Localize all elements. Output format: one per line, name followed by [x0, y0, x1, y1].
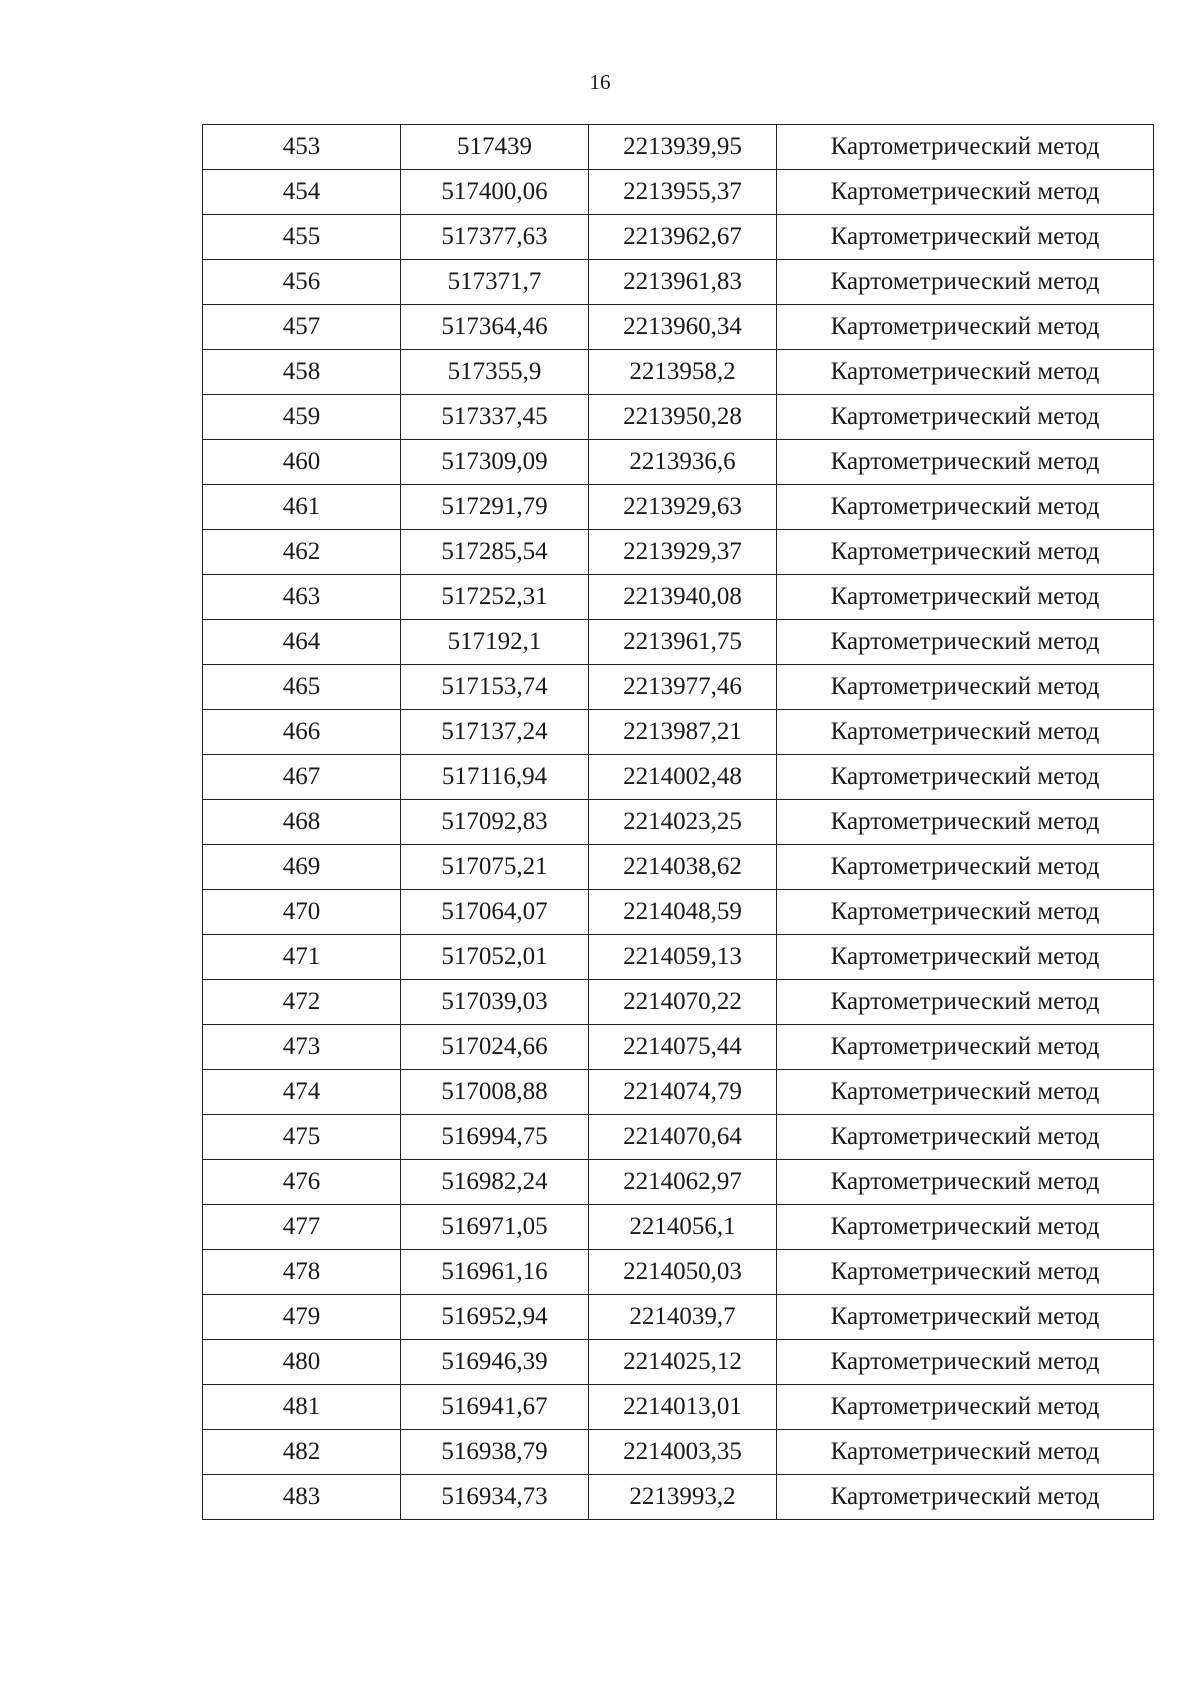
point-number-cell: 468 [203, 800, 401, 845]
x-coordinate-cell: 516941,67 [401, 1385, 589, 1430]
method-cell: Картометрический метод [777, 170, 1154, 215]
method-cell: Картометрический метод [777, 1250, 1154, 1295]
method-cell: Картометрический метод [777, 665, 1154, 710]
x-coordinate-cell: 517252,31 [401, 575, 589, 620]
point-number-cell: 471 [203, 935, 401, 980]
x-coordinate-cell: 517355,9 [401, 350, 589, 395]
table-row [203, 1205, 1154, 1250]
point-number-cell: 480 [203, 1340, 401, 1385]
point-number-cell: 482 [203, 1430, 401, 1475]
x-coordinate-cell: 517137,24 [401, 710, 589, 755]
y-coordinate-cell: 2214075,44 [589, 1025, 777, 1070]
method-cell: Картометрический метод [777, 215, 1154, 260]
point-number-cell: 464 [203, 620, 401, 665]
y-coordinate-cell: 2214062,97 [589, 1160, 777, 1205]
y-coordinate-cell: 2214013,01 [589, 1385, 777, 1430]
point-number-cell: 479 [203, 1295, 401, 1340]
method-cell: Картометрический метод [777, 710, 1154, 755]
y-coordinate-cell: 2214059,13 [589, 935, 777, 980]
coordinates-table [202, 124, 1154, 1520]
point-number-cell: 476 [203, 1160, 401, 1205]
table-row [203, 1430, 1154, 1475]
point-number-cell: 462 [203, 530, 401, 575]
x-coordinate-cell: 517153,74 [401, 665, 589, 710]
y-coordinate-cell: 2213993,2 [589, 1475, 777, 1520]
x-coordinate-cell: 517364,46 [401, 305, 589, 350]
table-row [203, 800, 1154, 845]
y-coordinate-cell: 2213950,28 [589, 395, 777, 440]
method-cell: Картометрический метод [777, 1295, 1154, 1340]
table-row [203, 1250, 1154, 1295]
table-row [203, 1070, 1154, 1115]
y-coordinate-cell: 2213961,75 [589, 620, 777, 665]
table-row [203, 215, 1154, 260]
table-row [203, 1160, 1154, 1205]
table-row [203, 575, 1154, 620]
x-coordinate-cell: 517309,09 [401, 440, 589, 485]
y-coordinate-cell: 2213961,83 [589, 260, 777, 305]
method-cell: Картометрический метод [777, 305, 1154, 350]
table-row [203, 1295, 1154, 1340]
y-coordinate-cell: 2214039,7 [589, 1295, 777, 1340]
y-coordinate-cell: 2213929,63 [589, 485, 777, 530]
table-row [203, 710, 1154, 755]
method-cell: Картометрический метод [777, 890, 1154, 935]
y-coordinate-cell: 2214056,1 [589, 1205, 777, 1250]
table-row [203, 1115, 1154, 1160]
point-number-cell: 457 [203, 305, 401, 350]
coordinates-table-body [203, 125, 1154, 1520]
y-coordinate-cell: 2213955,37 [589, 170, 777, 215]
y-coordinate-cell: 2213960,34 [589, 305, 777, 350]
method-cell: Картометрический метод [777, 530, 1154, 575]
method-cell: Картометрический метод [777, 1115, 1154, 1160]
page-number: 16 [589, 70, 611, 94]
x-coordinate-cell: 517008,88 [401, 1070, 589, 1115]
point-number-cell: 454 [203, 170, 401, 215]
method-cell: Картометрический метод [777, 350, 1154, 395]
x-coordinate-cell: 517400,06 [401, 170, 589, 215]
table-row [203, 1385, 1154, 1430]
table-row [203, 260, 1154, 305]
method-cell: Картометрический метод [777, 575, 1154, 620]
method-cell: Картометрический метод [777, 1430, 1154, 1475]
x-coordinate-cell: 517337,45 [401, 395, 589, 440]
table-row [203, 980, 1154, 1025]
x-coordinate-cell: 517039,03 [401, 980, 589, 1025]
point-number-cell: 458 [203, 350, 401, 395]
y-coordinate-cell: 2213977,46 [589, 665, 777, 710]
point-number-cell: 469 [203, 845, 401, 890]
x-coordinate-cell: 517052,01 [401, 935, 589, 980]
point-number-cell: 461 [203, 485, 401, 530]
y-coordinate-cell: 2214038,62 [589, 845, 777, 890]
x-coordinate-cell: 516994,75 [401, 1115, 589, 1160]
x-coordinate-cell: 516952,94 [401, 1295, 589, 1340]
point-number-cell: 481 [203, 1385, 401, 1430]
method-cell: Картометрический метод [777, 125, 1154, 170]
table-row [203, 440, 1154, 485]
y-coordinate-cell: 2213929,37 [589, 530, 777, 575]
method-cell: Картометрический метод [777, 260, 1154, 305]
x-coordinate-cell: 517291,79 [401, 485, 589, 530]
table-row [203, 530, 1154, 575]
table-row [203, 125, 1154, 170]
point-number-cell: 465 [203, 665, 401, 710]
y-coordinate-cell: 2213958,2 [589, 350, 777, 395]
y-coordinate-cell: 2214050,03 [589, 1250, 777, 1295]
point-number-cell: 472 [203, 980, 401, 1025]
x-coordinate-cell: 517192,1 [401, 620, 589, 665]
point-number-cell: 478 [203, 1250, 401, 1295]
x-coordinate-cell: 516934,73 [401, 1475, 589, 1520]
table-row [203, 755, 1154, 800]
method-cell: Картометрический метод [777, 1070, 1154, 1115]
table-row [203, 620, 1154, 665]
x-coordinate-cell: 517116,94 [401, 755, 589, 800]
y-coordinate-cell: 2214070,64 [589, 1115, 777, 1160]
x-coordinate-cell: 517064,07 [401, 890, 589, 935]
point-number-cell: 460 [203, 440, 401, 485]
method-cell: Картометрический метод [777, 1205, 1154, 1250]
method-cell: Картометрический метод [777, 755, 1154, 800]
table-row [203, 305, 1154, 350]
y-coordinate-cell: 2214002,48 [589, 755, 777, 800]
method-cell: Картометрический метод [777, 485, 1154, 530]
method-cell: Картометрический метод [777, 1025, 1154, 1070]
y-coordinate-cell: 2214023,25 [589, 800, 777, 845]
method-cell: Картометрический метод [777, 395, 1154, 440]
point-number-cell: 459 [203, 395, 401, 440]
table-row [203, 1025, 1154, 1070]
table-row [203, 170, 1154, 215]
y-coordinate-cell: 2214070,22 [589, 980, 777, 1025]
table-row [203, 665, 1154, 710]
y-coordinate-cell: 2214074,79 [589, 1070, 777, 1115]
point-number-cell: 475 [203, 1115, 401, 1160]
y-coordinate-cell: 2213936,6 [589, 440, 777, 485]
method-cell: Картометрический метод [777, 1385, 1154, 1430]
method-cell: Картометрический метод [777, 1340, 1154, 1385]
y-coordinate-cell: 2214048,59 [589, 890, 777, 935]
point-number-cell: 453 [203, 125, 401, 170]
method-cell: Картометрический метод [777, 980, 1154, 1025]
method-cell: Картометрический метод [777, 800, 1154, 845]
y-coordinate-cell: 2213962,67 [589, 215, 777, 260]
table-row [203, 935, 1154, 980]
x-coordinate-cell: 517075,21 [401, 845, 589, 890]
point-number-cell: 466 [203, 710, 401, 755]
x-coordinate-cell: 516938,79 [401, 1430, 589, 1475]
table-row [203, 1340, 1154, 1385]
method-cell: Картометрический метод [777, 620, 1154, 665]
x-coordinate-cell: 517285,54 [401, 530, 589, 575]
y-coordinate-cell: 2214003,35 [589, 1430, 777, 1475]
table-row [203, 485, 1154, 530]
table-row [203, 1475, 1154, 1520]
table-row [203, 395, 1154, 440]
point-number-cell: 456 [203, 260, 401, 305]
point-number-cell: 455 [203, 215, 401, 260]
y-coordinate-cell: 2214025,12 [589, 1340, 777, 1385]
point-number-cell: 467 [203, 755, 401, 800]
table-row [203, 890, 1154, 935]
point-number-cell: 474 [203, 1070, 401, 1115]
y-coordinate-cell: 2213939,95 [589, 125, 777, 170]
point-number-cell: 483 [203, 1475, 401, 1520]
x-coordinate-cell: 516961,16 [401, 1250, 589, 1295]
method-cell: Картометрический метод [777, 845, 1154, 890]
x-coordinate-cell: 516946,39 [401, 1340, 589, 1385]
x-coordinate-cell: 517024,66 [401, 1025, 589, 1070]
method-cell: Картометрический метод [777, 935, 1154, 980]
x-coordinate-cell: 517377,63 [401, 215, 589, 260]
x-coordinate-cell: 516982,24 [401, 1160, 589, 1205]
table-row [203, 845, 1154, 890]
x-coordinate-cell: 516971,05 [401, 1205, 589, 1250]
method-cell: Картометрический метод [777, 440, 1154, 485]
point-number-cell: 477 [203, 1205, 401, 1250]
table-row [203, 350, 1154, 395]
point-number-cell: 463 [203, 575, 401, 620]
x-coordinate-cell: 517439 [401, 125, 589, 170]
method-cell: Картометрический метод [777, 1475, 1154, 1520]
x-coordinate-cell: 517092,83 [401, 800, 589, 845]
y-coordinate-cell: 2213940,08 [589, 575, 777, 620]
method-cell: Картометрический метод [777, 1160, 1154, 1205]
y-coordinate-cell: 2213987,21 [589, 710, 777, 755]
point-number-cell: 473 [203, 1025, 401, 1070]
point-number-cell: 470 [203, 890, 401, 935]
x-coordinate-cell: 517371,7 [401, 260, 589, 305]
